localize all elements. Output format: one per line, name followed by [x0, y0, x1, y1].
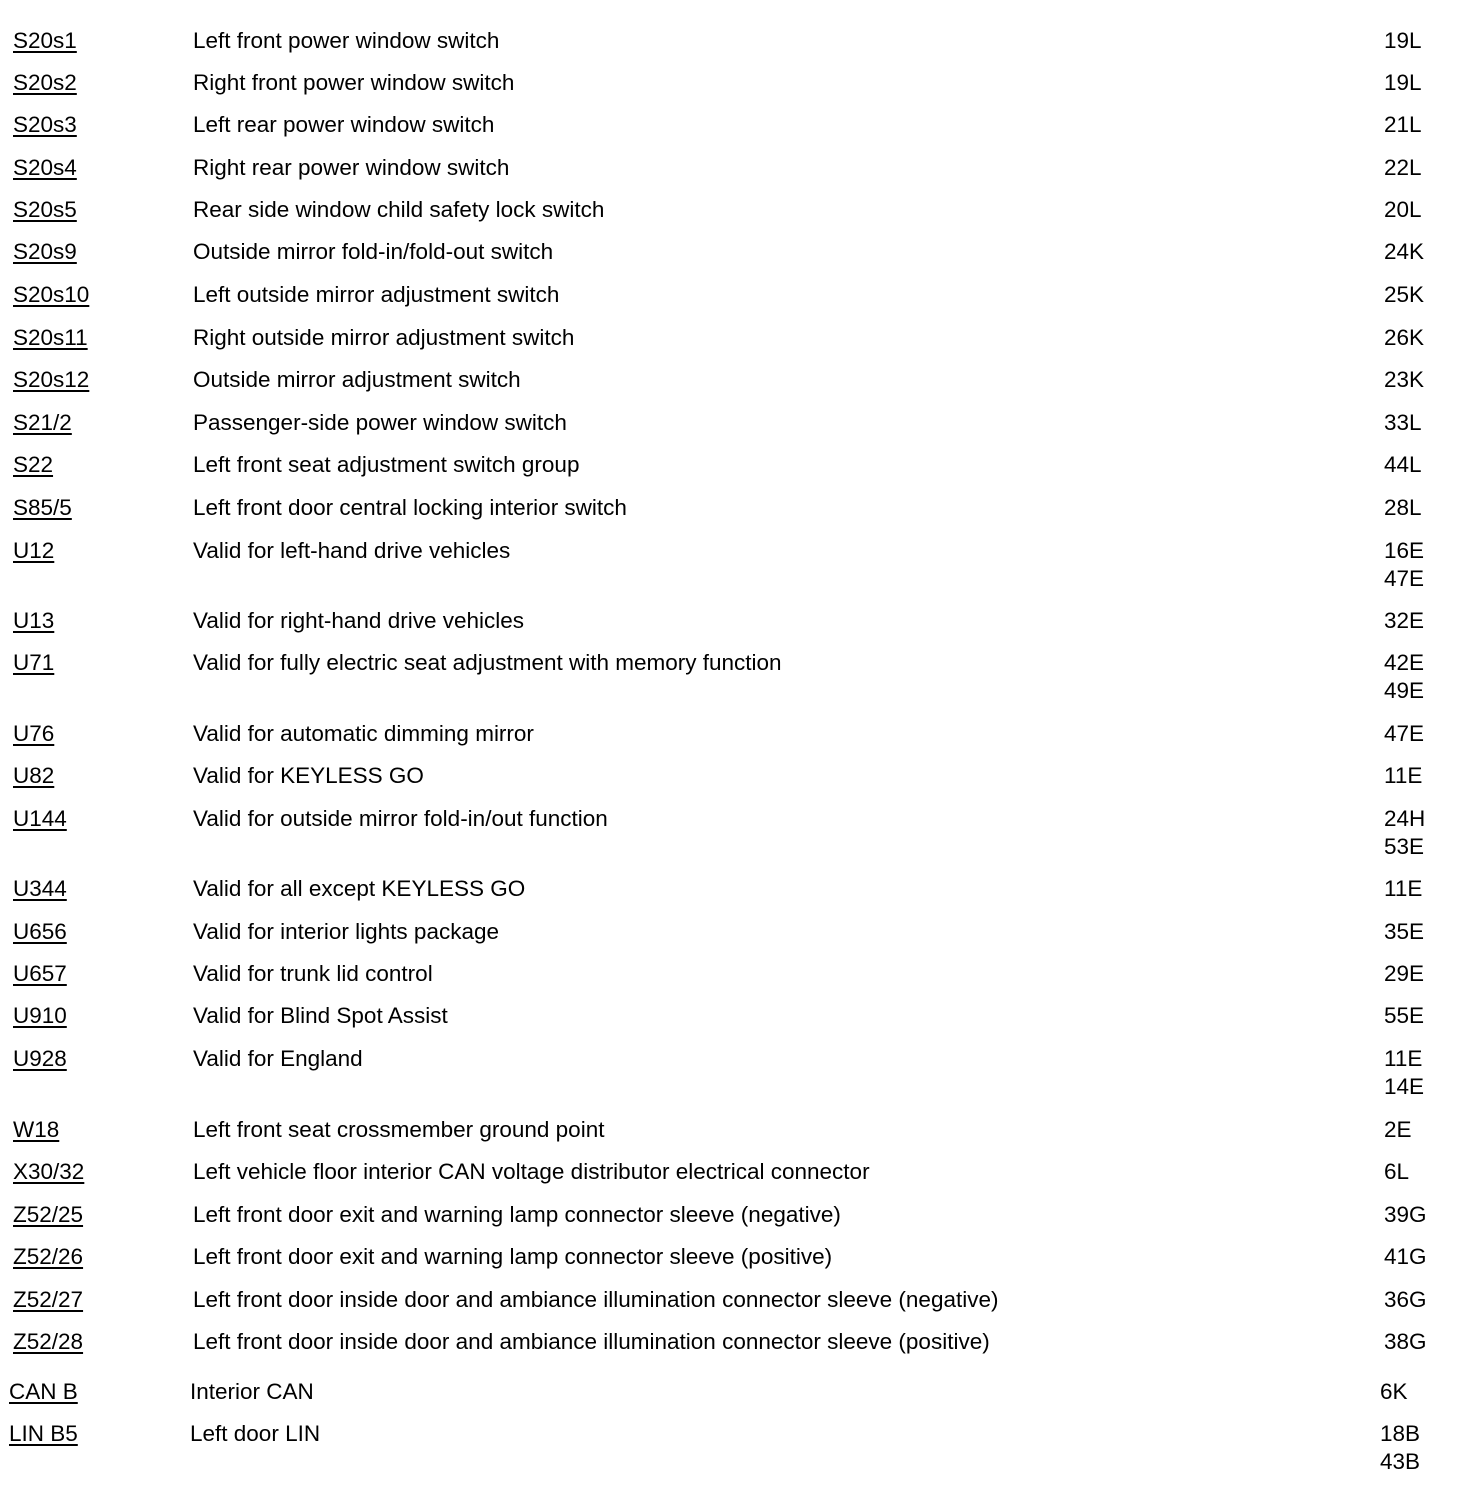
component-description: Left front door central locking interior switch	[193, 495, 627, 520]
grid-coordinates	[1384, 1116, 1412, 1144]
grid-coordinate: 47E	[1384, 721, 1425, 746]
component-code-link[interactable]: W18	[13, 1117, 60, 1142]
component-code-link[interactable]: U82	[13, 763, 55, 788]
grid-coordinates	[1380, 1378, 1408, 1406]
component-code-link[interactable]: U13	[13, 608, 55, 633]
component-code-link[interactable]: LIN B5	[9, 1421, 78, 1446]
grid-coordinate: 39G	[1384, 1202, 1427, 1227]
component-code-link[interactable]: U657	[13, 961, 67, 986]
grid-coordinate: 2E	[1384, 1117, 1412, 1142]
grid-coordinates	[1384, 451, 1422, 479]
grid-coordinate: 11E	[1384, 876, 1423, 901]
component-description: Left front power window switch	[193, 28, 500, 53]
component-description: Valid for England	[193, 1046, 363, 1071]
grid-coordinates	[1384, 649, 1424, 705]
component-code-link[interactable]: U144	[13, 806, 67, 831]
grid-coordinate: 18B	[1380, 1421, 1421, 1446]
component-description: Left front seat adjustment switch group	[193, 452, 580, 477]
component-code-link[interactable]: S20s11	[13, 325, 88, 350]
grid-coordinates	[1384, 27, 1422, 55]
component-code-link[interactable]: S20s9	[13, 239, 77, 264]
component-code-link[interactable]: U71	[13, 650, 55, 675]
component-code-link[interactable]: U910	[13, 1003, 67, 1028]
grid-coordinate: 49E	[1384, 678, 1425, 703]
component-description: Right front power window switch	[193, 70, 515, 95]
grid-coordinates	[1384, 762, 1422, 790]
component-code-link[interactable]: U76	[13, 721, 55, 746]
grid-coordinate: 14E	[1384, 1074, 1425, 1099]
component-description: Valid for interior lights package	[193, 919, 499, 944]
grid-coordinates	[1384, 409, 1422, 437]
grid-coordinate: 28L	[1384, 495, 1422, 520]
component-code-link[interactable]: Z52/27	[13, 1287, 84, 1312]
component-description: Left front door inside door and ambiance illumination connector sleeve (negative)	[193, 1287, 999, 1312]
component-description: Right outside mirror adjustment switch	[193, 325, 575, 350]
grid-coordinate: 41G	[1384, 1244, 1427, 1269]
grid-coordinates	[1384, 720, 1424, 748]
grid-coordinates	[1384, 607, 1424, 635]
grid-coordinate: 36G	[1384, 1287, 1427, 1312]
grid-coordinate: 16E	[1384, 538, 1425, 563]
component-code-link[interactable]: S20s2	[13, 70, 77, 95]
component-description: Left front door exit and warning lamp connector sleeve (negative)	[193, 1202, 841, 1227]
component-description: Valid for automatic dimming mirror	[193, 721, 534, 746]
component-code-link[interactable]: X30/32	[13, 1159, 85, 1184]
grid-coordinate: 6L	[1384, 1159, 1410, 1184]
component-description: Valid for fully electric seat adjustment with memory function	[193, 650, 782, 675]
grid-coordinate: 25K	[1384, 282, 1425, 307]
component-code-link[interactable]: U12	[13, 538, 55, 563]
grid-coordinates	[1384, 366, 1424, 394]
grid-coordinate: 20L	[1384, 197, 1422, 222]
component-code-link[interactable]: S20s5	[13, 197, 77, 222]
component-code-link[interactable]: S20s12	[13, 367, 90, 392]
grid-coordinate: 35E	[1384, 919, 1425, 944]
grid-coordinate: 23K	[1384, 367, 1425, 392]
grid-coordinates	[1384, 1201, 1427, 1229]
component-code-link[interactable]: S20s3	[13, 112, 77, 137]
component-description: Left front door inside door and ambiance illumination connector sleeve (positive)	[193, 1329, 990, 1354]
component-code-link[interactable]: S22	[13, 452, 54, 477]
grid-coordinate: 32E	[1384, 608, 1425, 633]
grid-coordinate: 43B	[1380, 1449, 1421, 1474]
component-description: Valid for all except KEYLESS GO	[193, 876, 526, 901]
grid-coordinates	[1384, 960, 1424, 988]
component-description: Left door LIN	[190, 1421, 321, 1446]
component-code-link[interactable]: U656	[13, 919, 67, 944]
grid-coordinates	[1384, 111, 1422, 139]
component-code-link[interactable]: Z52/28	[13, 1329, 84, 1354]
component-description: Left front door exit and warning lamp connector sleeve (positive)	[193, 1244, 833, 1269]
grid-coordinates	[1380, 1420, 1420, 1476]
grid-coordinates	[1384, 875, 1422, 903]
grid-coordinates	[1384, 196, 1422, 224]
component-description: Outside mirror fold-in/fold-out switch	[193, 239, 554, 264]
component-description: Valid for right-hand drive vehicles	[193, 608, 524, 633]
component-description: Left rear power window switch	[193, 112, 495, 137]
grid-coordinates	[1384, 1158, 1409, 1186]
grid-coordinate: 11E	[1384, 763, 1423, 788]
grid-coordinate: 29E	[1384, 961, 1425, 986]
grid-coordinate: 53E	[1384, 834, 1425, 859]
grid-coordinate: 21L	[1384, 112, 1422, 137]
component-description: Left outside mirror adjustment switch	[193, 282, 560, 307]
component-code-link[interactable]: Z52/25	[13, 1202, 84, 1227]
grid-coordinates	[1384, 1328, 1427, 1356]
grid-coordinates	[1384, 805, 1425, 861]
component-description: Left front seat crossmember ground point	[193, 1117, 605, 1142]
grid-coordinate: 19L	[1384, 28, 1422, 53]
component-description: Valid for KEYLESS GO	[193, 763, 424, 788]
grid-coordinates	[1384, 1045, 1424, 1101]
component-code-link[interactable]: S85/5	[13, 495, 72, 520]
component-code-link[interactable]: CAN B	[9, 1379, 78, 1404]
grid-coordinates	[1384, 1286, 1427, 1314]
grid-coordinate: 55E	[1384, 1003, 1425, 1028]
component-description: Valid for outside mirror fold-in/out function	[193, 806, 608, 831]
grid-coordinates	[1384, 154, 1422, 182]
grid-coordinate: 24H	[1384, 806, 1426, 831]
grid-coordinate: 42E	[1384, 650, 1425, 675]
component-code-link[interactable]: Z52/26	[13, 1244, 84, 1269]
component-description: Left vehicle floor interior CAN voltage distributor electrical connector	[193, 1159, 870, 1184]
grid-coordinate: 11E	[1384, 1046, 1423, 1071]
component-code-link[interactable]: S20s10	[13, 282, 90, 307]
component-code-link[interactable]: U344	[13, 876, 67, 901]
component-code-link[interactable]: S21/2	[13, 410, 72, 435]
grid-coordinates	[1384, 324, 1424, 352]
grid-coordinate: 44L	[1384, 452, 1422, 477]
grid-coordinate: 22L	[1384, 155, 1422, 180]
grid-coordinates	[1384, 918, 1424, 946]
component-code-link[interactable]: U928	[13, 1046, 67, 1071]
component-code-link[interactable]: S20s4	[13, 155, 77, 180]
component-description: Interior CAN	[190, 1379, 314, 1404]
component-description: Rear side window child safety lock switch	[193, 197, 605, 222]
grid-coordinates	[1384, 69, 1422, 97]
grid-coordinate: 26K	[1384, 325, 1425, 350]
grid-coordinate: 6K	[1380, 1379, 1408, 1404]
component-description: Valid for trunk lid control	[193, 961, 433, 986]
grid-coordinate: 47E	[1384, 566, 1425, 591]
component-description: Valid for left-hand drive vehicles	[193, 538, 511, 563]
grid-coordinates	[1384, 281, 1424, 309]
component-description: Outside mirror adjustment switch	[193, 367, 521, 392]
component-code-link[interactable]: S20s1	[13, 28, 77, 53]
grid-coordinate: 38G	[1384, 1329, 1427, 1354]
grid-coordinate: 33L	[1384, 410, 1422, 435]
grid-coordinate: 19L	[1384, 70, 1422, 95]
component-description: Passenger-side power window switch	[193, 410, 567, 435]
grid-coordinates	[1384, 1243, 1427, 1271]
component-description: Right rear power window switch	[193, 155, 510, 180]
grid-coordinates	[1384, 238, 1424, 266]
grid-coordinates	[1384, 494, 1422, 522]
grid-coordinate: 24K	[1384, 239, 1425, 264]
grid-coordinates	[1384, 1002, 1424, 1030]
grid-coordinates	[1384, 537, 1424, 593]
component-description: Valid for Blind Spot Assist	[193, 1003, 448, 1028]
